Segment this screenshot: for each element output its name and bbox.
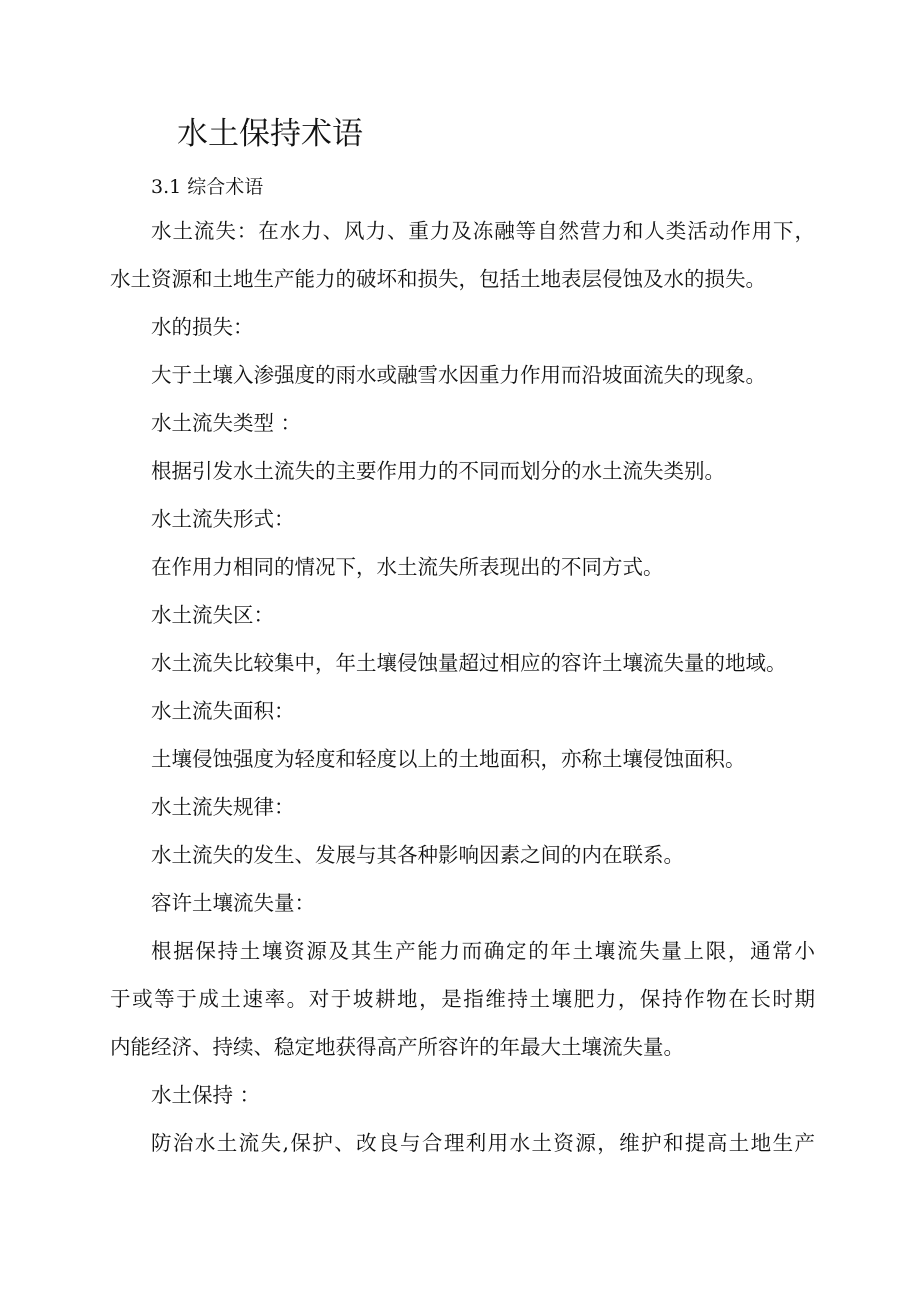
text-line: 水土流失规律： [151,795,295,819]
text-line: 于或等于成土速率。对于坡耕地，是指维持土壤肥力，保持作物在长时期 [110,987,815,1011]
text-line: 水土流失区： [151,603,274,627]
text-line: 在作用力相同的情况下，水土流失所表现出的不同方式。 [151,555,664,579]
text-line: 土壤侵蚀强度为轻度和轻度以上的土地面积，亦称土壤侵蚀面积。 [151,747,746,771]
text-line: 水的损失： [151,315,254,339]
text-line: 水土流失形式： [151,507,295,531]
document-body [110,166,815,1170]
document-title: 水土保持术语 [177,116,363,152]
section-heading: 3.1 综合术语 [151,176,264,198]
text-line: 防治水土流失,保护、改良与合理利用水土资源，维护和提高土地生产 [151,1131,815,1155]
text-line: 水土保持 ： [151,1083,261,1107]
text-line: 内能经济、持续、稳定地获得高产所容许的年最大土壤流失量。 [110,1035,684,1059]
text-line: 水土流失类型 ： [151,411,302,435]
text-line: 根据保持土壤资源及其生产能力而确定的年土壤流失量上限，通常小 [151,939,815,963]
text-line: 水土流失：在水力、风力、重力及冻融等自然营力和人类活动作用下， [151,219,815,243]
text-line: 水土流失面积： [151,699,295,723]
text-line: 大于土壤入渗强度的雨水或融雪水因重力作用而沿坡面流失的现象。 [151,363,766,387]
text-line: 水土流失的发生、发展与其各种影响因素之间的内在联系。 [151,843,684,867]
text-line: 水土流失比较集中，年土壤侵蚀量超过相应的容许土壤流失量的地域。 [151,651,787,675]
text-line: 根据引发水土流失的主要作用力的不同而划分的水土流失类别。 [151,459,725,483]
text-line: 水土资源和土地生产能力的破坏和损失，包括土地表层侵蚀及水的损失。 [110,267,766,291]
text-line: 容许土壤流失量： [151,891,315,915]
